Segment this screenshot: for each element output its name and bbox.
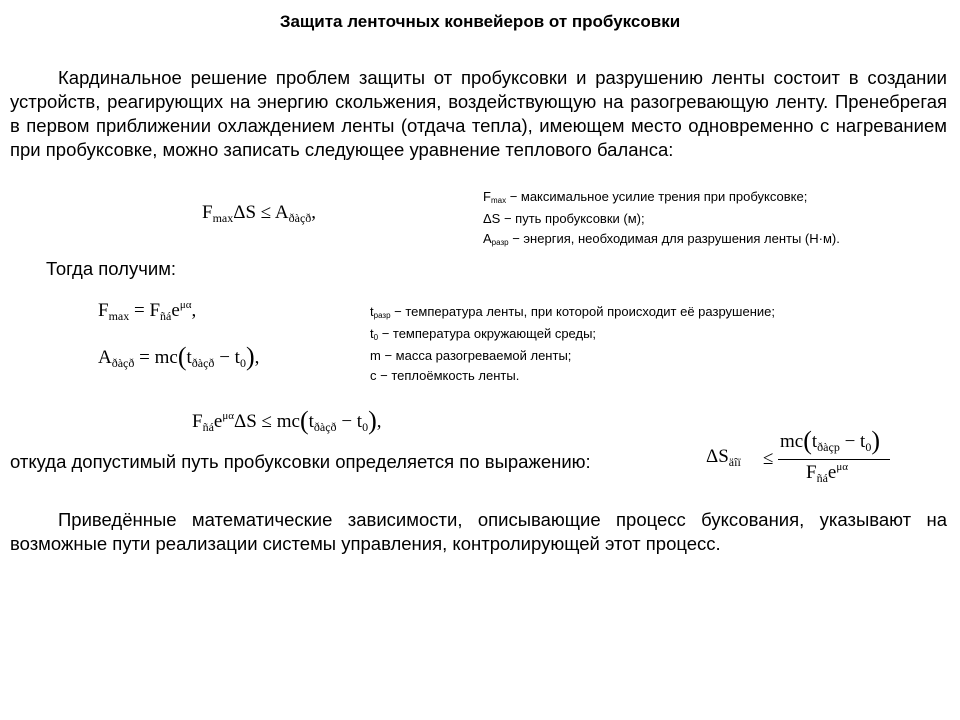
slip-energy-inequality: $F_{ñá}e^{\mu\alpha}\Delta S \le mc(t_{ðàçð} - t_0)$,	[192, 406, 382, 435]
then-label: Тогда получим:	[46, 258, 177, 279]
conclusion-paragraph: Приведённые математические зависимости, описывающие процесс буксования, указывают на возможные пути реализации системы управления, контролирующей этот процесс.	[10, 509, 947, 554]
legend-block-2	[370, 302, 775, 386]
legend-item-ds: ΔS − путь пробуксовки (м);	[483, 211, 645, 226]
fraction-denominator: $F_{ñá}e^{\mu\alpha}$	[806, 461, 849, 485]
whence-label: откуда допустимый путь пробуксовки определяется по выражению:	[10, 451, 591, 472]
friction-force-formula: $F_{max} = F_{ñá}e^{\mu\alpha}$,	[98, 299, 197, 323]
legend-item-trazr: tразр − температура ленты, при которой происходит её разрушение;	[370, 304, 775, 320]
page-title: Защита ленточных конвейеров от пробуксовки	[279, 12, 681, 31]
legend-item-t0: t0 − температура окружающей среды;	[370, 326, 597, 342]
allowed-slip-lhs: $\Delta S_{äîï}$	[706, 446, 741, 469]
legend-block-1	[483, 187, 840, 251]
legend-item-m: m − масса разогреваемой ленты;	[370, 348, 572, 363]
legend-item-c: c − теплоёмкость ленты.	[370, 368, 520, 383]
heat-balance-formula: $F_{max}\Delta S \le A_{ðàçð}$,	[202, 202, 317, 225]
legend-item-fmax: Fmax − максимальное усилие трения при пробуксовке;	[483, 189, 808, 205]
legend-item-arazr: Aразр − энергия, необходимая для разрушения ленты (Н·м).	[483, 231, 840, 247]
fraction-numerator: $mc(t_{ðàçр} - t_0)$	[780, 426, 880, 455]
intro-paragraph: Кардинальное решение проблем защиты от пробуксовки и разрушению ленты состоит в создании устройств, реагирующих на энергию скольжения, воздействующую на разогревающую ленту. Пренебрегая в первом приближении охлаждением ленты (отдача тепла), имеющем место одновременно с нагреванием при пробуксовке, можно записать следующее уравнение теплового баланса:	[10, 67, 947, 160]
destruction-energy-formula: $A_{ðàçð} = mc(t_{ðàçð} - t_0)$,	[98, 342, 260, 371]
fraction-bar	[778, 459, 890, 460]
le-sign: ≤	[763, 448, 774, 469]
